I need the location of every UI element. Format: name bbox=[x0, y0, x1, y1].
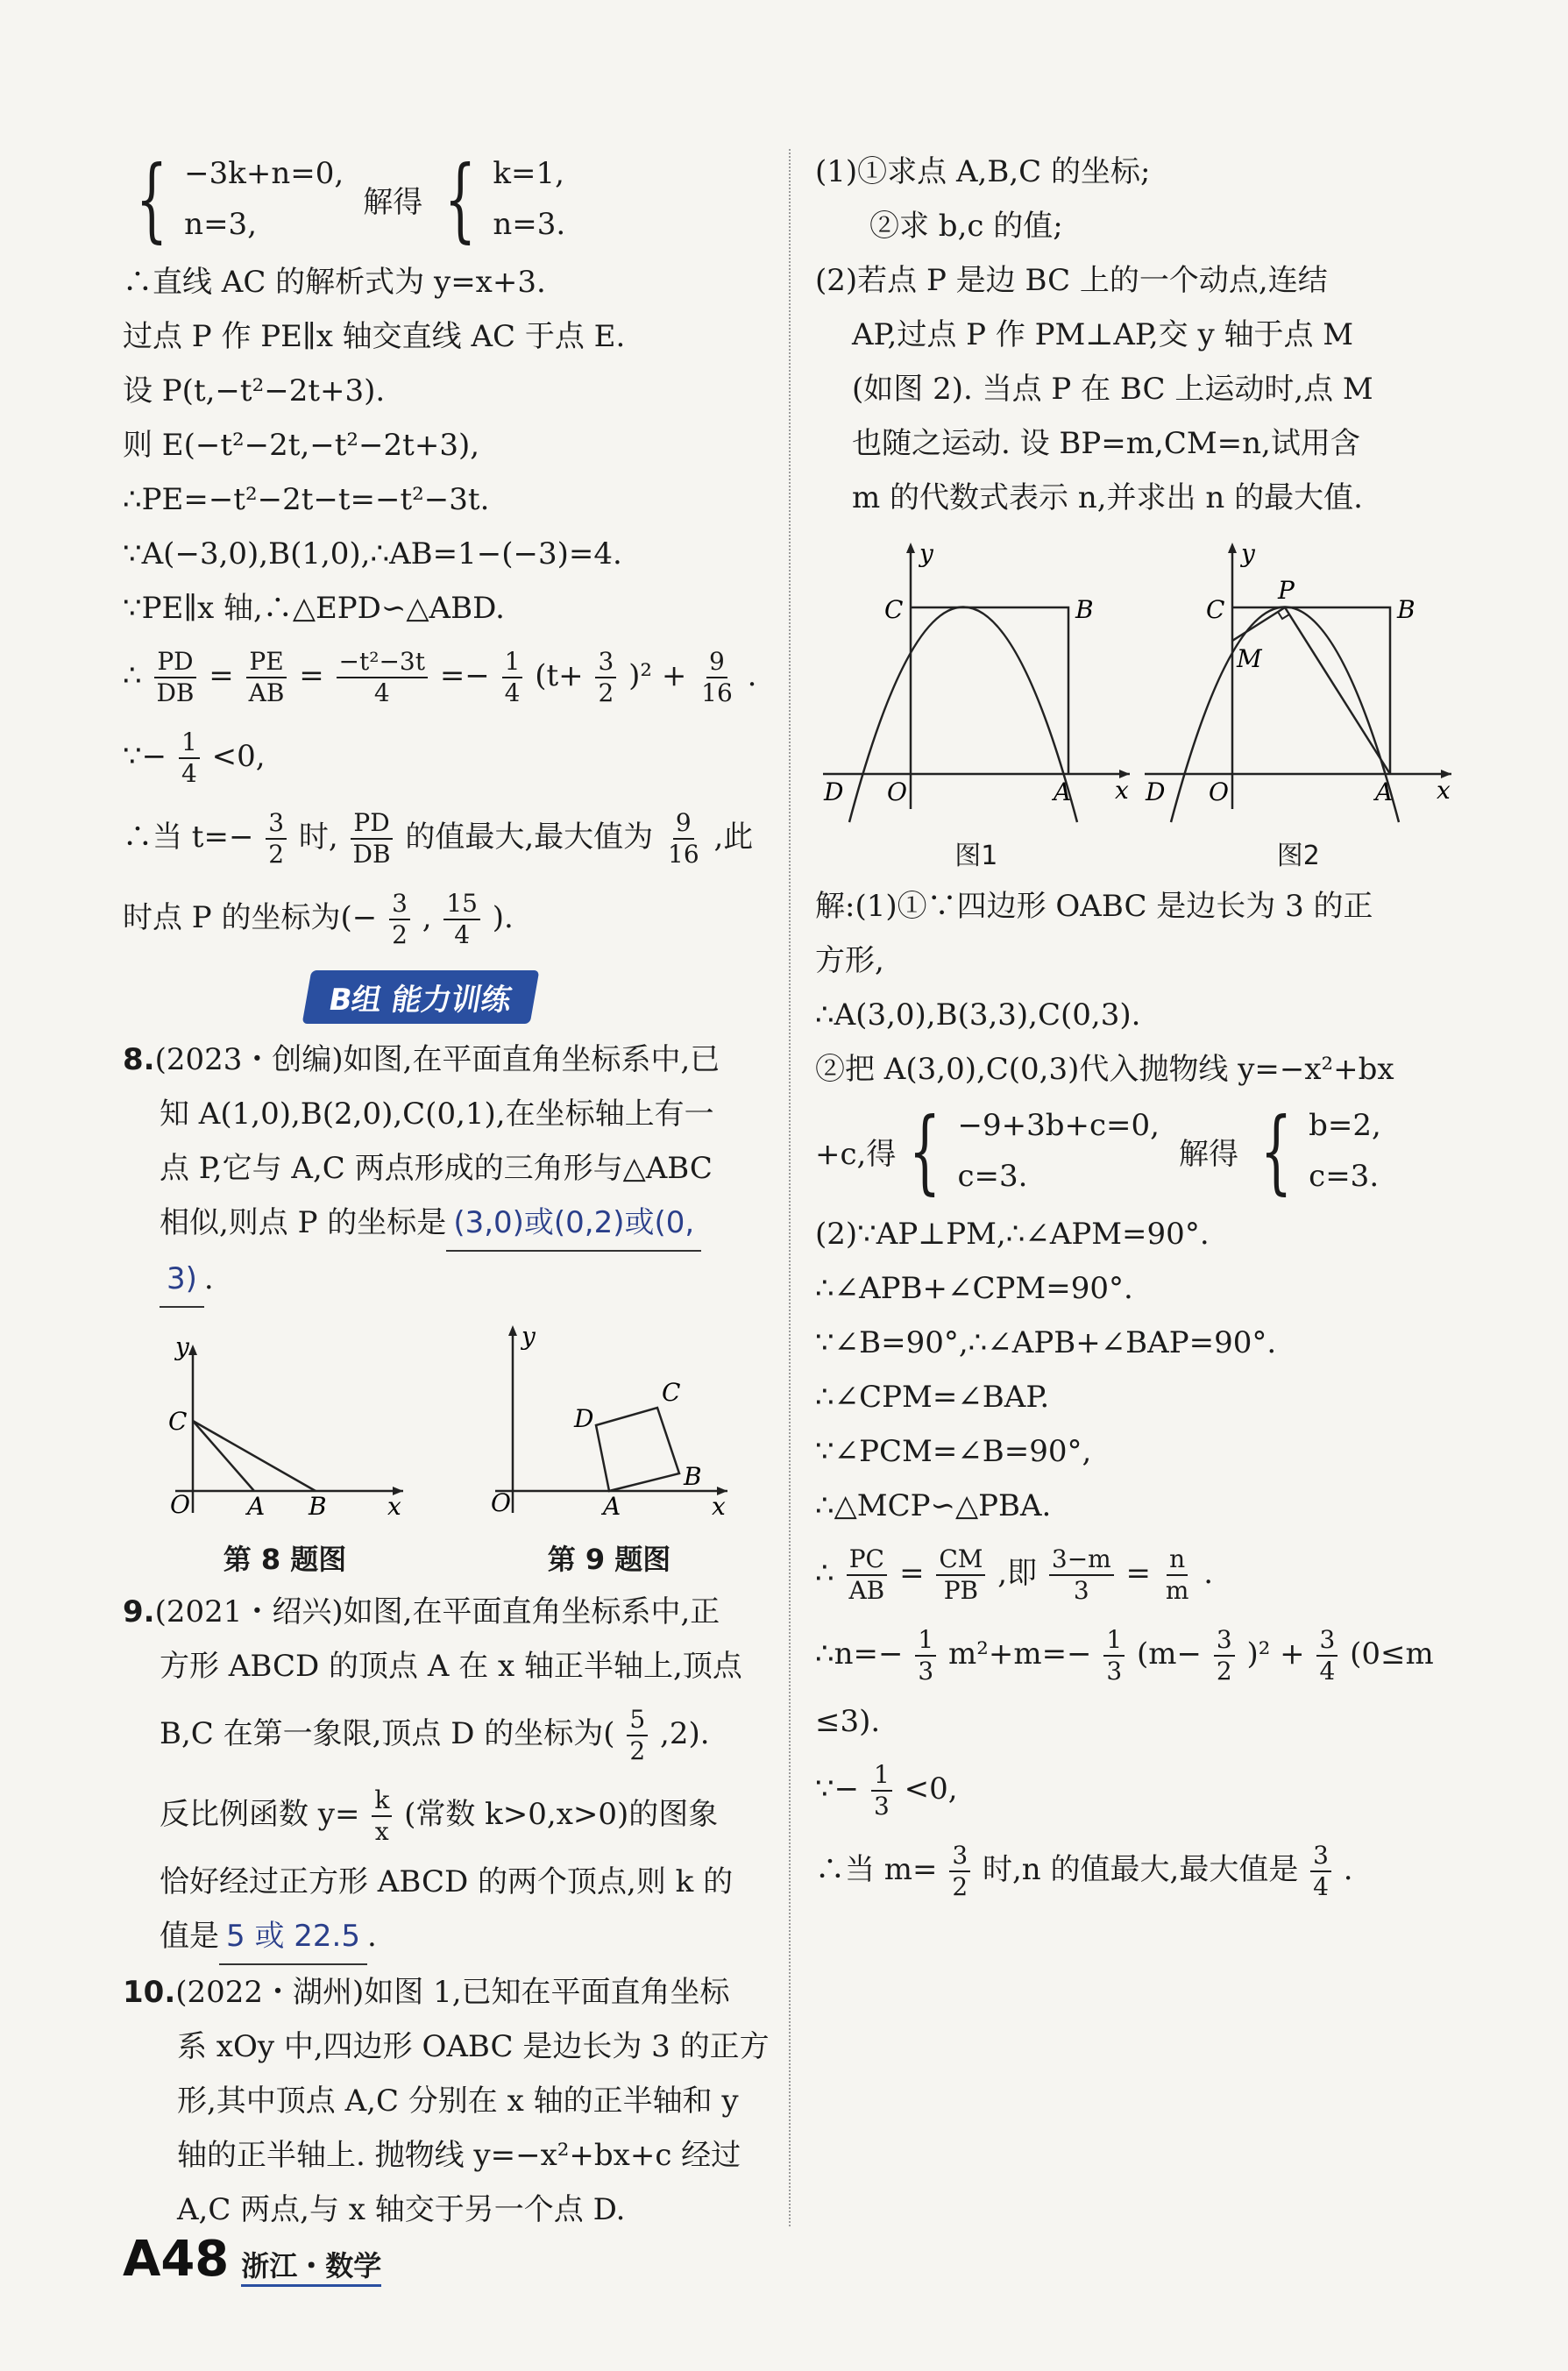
segment-ca bbox=[193, 1421, 254, 1491]
question-number: 8. bbox=[123, 1042, 155, 1077]
figures-1-2 bbox=[815, 537, 1459, 872]
txt: 时点 P 的坐标为(− bbox=[123, 900, 378, 935]
numerator: 3 bbox=[949, 1841, 970, 1872]
denominator: 3 bbox=[1106, 1657, 1123, 1686]
label-o: O bbox=[1209, 777, 1230, 806]
arrow bbox=[906, 543, 915, 553]
sys-row: −9+3b+c=0, bbox=[957, 1108, 1160, 1143]
denominator: PB bbox=[943, 1576, 979, 1605]
numerator: 3 bbox=[1214, 1625, 1235, 1657]
denominator: 16 bbox=[701, 678, 733, 707]
denominator: 3 bbox=[873, 1792, 890, 1821]
label-c: C bbox=[1206, 595, 1225, 624]
txt: <0, bbox=[211, 739, 266, 774]
label-x: x bbox=[712, 1492, 726, 1521]
solution-line: ∴△MCP∽△PBA. bbox=[815, 1488, 1052, 1523]
question-line bbox=[123, 1033, 771, 1087]
fraction bbox=[351, 808, 394, 870]
solution-line: (2)∵AP⊥PM,∴∠APM=90°. bbox=[815, 1217, 1210, 1252]
txt: )² + bbox=[1246, 1636, 1305, 1672]
txt: ∴ bbox=[123, 658, 142, 693]
label-y: y bbox=[1241, 539, 1256, 568]
fraction bbox=[179, 728, 200, 789]
sys-row: n=3. bbox=[493, 207, 566, 242]
solution-line: ∴∠APB+∠CPM=90°. bbox=[815, 1271, 1133, 1306]
brace: { bbox=[909, 1097, 941, 1204]
denominator: 4 bbox=[1319, 1657, 1336, 1686]
section-banner: B组 能力训练 bbox=[302, 970, 540, 1024]
fraction bbox=[1103, 1625, 1125, 1686]
question-line: A,C 两点,与 x 轴交于另一个点 D. bbox=[177, 2192, 626, 2227]
equation-system-2 bbox=[815, 1097, 1459, 1204]
denominator: 4 bbox=[181, 759, 197, 788]
denominator: x bbox=[374, 1817, 389, 1846]
figures-8-9 bbox=[123, 1320, 771, 1578]
label-o: O bbox=[491, 1488, 511, 1517]
equation-system-1 bbox=[123, 148, 771, 250]
formula-line bbox=[815, 1533, 1459, 1614]
numerator: 3 bbox=[1310, 1841, 1331, 1872]
figure-8 bbox=[158, 1338, 412, 1578]
txt: = bbox=[299, 658, 324, 693]
fraction bbox=[1214, 1625, 1235, 1686]
fraction bbox=[337, 647, 428, 708]
txt: = bbox=[209, 658, 234, 693]
txt: 时, bbox=[298, 820, 338, 855]
question-line: 恰好经过正方形 ABCD 的两个顶点,则 k 的 bbox=[160, 1864, 734, 1899]
text-line: ②求 b,c 的值; bbox=[869, 209, 1063, 244]
label-c: C bbox=[662, 1378, 681, 1407]
numerator: 9 bbox=[673, 808, 694, 840]
txt: . bbox=[747, 658, 757, 693]
fraction bbox=[627, 1705, 648, 1766]
txt: 值是 bbox=[160, 1919, 219, 1954]
label-x: x bbox=[1114, 776, 1129, 805]
question-line: 形,其中顶点 A,C 分别在 x 轴的正半轴和 y bbox=[177, 2083, 739, 2119]
numerator: 1 bbox=[1103, 1625, 1125, 1657]
numerator: 3 bbox=[389, 889, 410, 920]
left-column bbox=[123, 145, 771, 2237]
formula-line bbox=[815, 1829, 1459, 1910]
txt: (0≤m bbox=[1350, 1636, 1434, 1672]
label-d: D bbox=[574, 1404, 594, 1433]
sys-row: −3k+n=0, bbox=[184, 156, 344, 191]
question-line: 点 P,它与 A,C 两点形成的三角形与△ABC bbox=[160, 1151, 713, 1186]
txt: B,C 在第一象限,顶点 D 的坐标为( bbox=[160, 1716, 615, 1751]
txt: = bbox=[1125, 1556, 1152, 1591]
sys-row: b=2, bbox=[1309, 1108, 1381, 1143]
denominator: DB bbox=[352, 840, 391, 869]
text-line: m 的代数式表示 n,并求出 n 的最大值. bbox=[852, 480, 1363, 515]
text-line: 过点 P 作 PE∥x 轴交直线 AC 于点 E. bbox=[123, 319, 626, 354]
figure-2 bbox=[1140, 537, 1456, 872]
text-line: 设 P(t,−t²−2t+3). bbox=[123, 373, 386, 408]
arrow bbox=[188, 1345, 197, 1355]
text-line: ∵PE∥x 轴,∴△EPD∽△ABD. bbox=[123, 591, 505, 626]
numerator: 1 bbox=[871, 1760, 892, 1792]
fraction bbox=[443, 889, 480, 950]
question-line bbox=[123, 1585, 771, 1639]
figure-1 bbox=[819, 537, 1134, 872]
text-line: 则 E(−t²−2t,−t²−2t+3), bbox=[123, 428, 480, 463]
question-line bbox=[123, 1252, 771, 1308]
txt: ∴当 t=− bbox=[123, 820, 254, 855]
sys-mid: 解得 bbox=[363, 184, 423, 220]
formula-line bbox=[123, 716, 771, 797]
txt: 的值最大,最大值为 bbox=[405, 820, 654, 855]
txt: ,即 bbox=[997, 1556, 1038, 1591]
txt: ∵− bbox=[123, 739, 167, 774]
label-a: A bbox=[1375, 777, 1394, 806]
fraction bbox=[502, 647, 523, 708]
numerator: k bbox=[372, 1785, 392, 1817]
fraction bbox=[936, 1544, 985, 1606]
question-line bbox=[123, 1965, 771, 2020]
formula-line bbox=[815, 1749, 1459, 1829]
text-line: (如图 2). 当点 P 在 BC 上运动时,点 M bbox=[852, 372, 1373, 407]
text-line: (1)①求点 A,B,C 的坐标; bbox=[815, 154, 1151, 189]
txt: ,此 bbox=[713, 820, 754, 855]
denominator: AB bbox=[248, 678, 285, 707]
numerator: 1 bbox=[179, 728, 200, 759]
numerator: 1 bbox=[502, 647, 523, 678]
answer-blank: 5 或 22.5 bbox=[219, 1909, 367, 1965]
sys-mid: 解得 bbox=[1178, 1136, 1238, 1172]
segment-pa bbox=[1285, 607, 1390, 774]
denominator: 2 bbox=[598, 678, 614, 707]
text-line: (2)若点 P 是边 BC 上的一个动点,连结 bbox=[815, 263, 1328, 298]
txt: m²+m=− bbox=[947, 1636, 1092, 1672]
solution-line: 方形, bbox=[815, 943, 884, 978]
txt: = bbox=[899, 1556, 925, 1591]
formula-line bbox=[123, 877, 771, 958]
square-oabc bbox=[1232, 607, 1390, 774]
denominator: 2 bbox=[392, 920, 408, 949]
question-number: 9. bbox=[123, 1594, 155, 1629]
page-footer bbox=[123, 2231, 381, 2288]
numerator: PE bbox=[246, 647, 286, 678]
numerator: 3 bbox=[1316, 1625, 1337, 1657]
label-b: B bbox=[309, 1492, 327, 1521]
numerator: 15 bbox=[443, 889, 480, 920]
txt: (常数 k>0,x>0)的图象 bbox=[404, 1797, 719, 1832]
label-a: A bbox=[247, 1492, 266, 1521]
denominator: 2 bbox=[268, 840, 285, 869]
numerator: 9 bbox=[706, 647, 727, 678]
label-y: y bbox=[521, 1322, 536, 1351]
numerator: 3−m bbox=[1049, 1544, 1114, 1576]
page-number: A48 bbox=[123, 2231, 230, 2288]
label-b: B bbox=[684, 1462, 702, 1491]
label-o: O bbox=[170, 1490, 190, 1519]
fraction bbox=[665, 808, 702, 870]
txt: 相似,则点 P 的坐标是 bbox=[160, 1205, 447, 1240]
txt: +c,得 bbox=[815, 1136, 897, 1172]
solution-line: ∵∠PCM=∠B=90°, bbox=[815, 1434, 1092, 1469]
numerator: 1 bbox=[915, 1625, 936, 1657]
figure-caption: 图1 bbox=[954, 841, 998, 871]
txt: ∴ bbox=[815, 1556, 834, 1591]
txt: (2022・湖州)如图 1,已知在平面直角坐标 bbox=[175, 1975, 730, 2010]
fraction bbox=[1049, 1544, 1114, 1606]
numerator: n bbox=[1167, 1544, 1188, 1576]
arrow bbox=[508, 1325, 517, 1336]
question-line bbox=[123, 1774, 771, 1855]
txt: ∴当 m= bbox=[815, 1852, 938, 1887]
question-line bbox=[123, 1909, 771, 1965]
txt: . bbox=[366, 1919, 377, 1954]
parabola bbox=[1171, 607, 1399, 823]
question-line bbox=[123, 1693, 771, 1774]
label-x: x bbox=[1437, 776, 1451, 805]
question-line: 知 A(1,0),B(2,0),C(0,1),在坐标轴上有一 bbox=[160, 1097, 714, 1132]
fraction bbox=[846, 1544, 887, 1606]
text-line: AP,过点 P 作 PM⊥AP,交 y 轴于点 M bbox=[852, 317, 1354, 352]
denominator: 4 bbox=[454, 920, 471, 949]
txt: ). bbox=[492, 900, 514, 935]
denominator: AB bbox=[848, 1576, 885, 1605]
fraction bbox=[246, 647, 287, 708]
question-line: 系 xOy 中,四边形 OABC 是边长为 3 的正方 bbox=[177, 2029, 770, 2064]
formula-line bbox=[815, 1614, 1459, 1694]
label-p: P bbox=[1278, 576, 1295, 605]
formula-line bbox=[123, 635, 771, 716]
square-oabc bbox=[911, 607, 1068, 774]
figure-1-svg bbox=[819, 537, 1134, 827]
arrow bbox=[1228, 543, 1237, 553]
label-m: M bbox=[1237, 644, 1262, 673]
text-line: ∵A(−3,0),B(1,0),∴AB=1−(−3)=4. bbox=[123, 536, 622, 571]
txt: (m− bbox=[1137, 1636, 1202, 1672]
text-line: ∴直线 AC 的解析式为 y=x+3. bbox=[123, 265, 546, 300]
txt: (t+ bbox=[535, 658, 584, 693]
parabola bbox=[849, 607, 1077, 823]
fraction bbox=[595, 647, 616, 708]
txt: ∵− bbox=[815, 1771, 860, 1807]
sys-row: k=1, bbox=[493, 156, 564, 191]
column-divider bbox=[789, 149, 791, 2226]
segment-cb bbox=[193, 1421, 316, 1491]
fraction bbox=[1316, 1625, 1337, 1686]
txt: . bbox=[1203, 1556, 1214, 1591]
figure-caption: 图2 bbox=[1276, 841, 1320, 871]
brace: { bbox=[444, 146, 477, 252]
txt: (2023・创编)如图,在平面直角坐标系中,已 bbox=[154, 1042, 720, 1077]
fraction bbox=[699, 647, 735, 708]
fraction bbox=[266, 808, 287, 870]
solution-line: ∴∠CPM=∠BAP. bbox=[815, 1380, 1050, 1415]
sys-row: n=3, bbox=[184, 207, 257, 242]
label-x: x bbox=[387, 1492, 401, 1521]
label-a: A bbox=[603, 1492, 621, 1521]
figure-9 bbox=[482, 1320, 736, 1578]
fraction bbox=[1163, 1544, 1192, 1606]
numerator: −t²−3t bbox=[337, 647, 428, 678]
numerator: PD bbox=[154, 647, 195, 678]
denominator: 4 bbox=[504, 678, 521, 707]
figure-caption: 第 8 题图 bbox=[223, 1543, 347, 1576]
denominator: 2 bbox=[629, 1736, 646, 1765]
txt: , bbox=[422, 900, 432, 935]
solution-line: ≤3). bbox=[815, 1704, 881, 1739]
book-subtitle: 浙江・数学 bbox=[241, 2244, 381, 2287]
denominator: DB bbox=[156, 678, 195, 707]
sys-row: c=3. bbox=[957, 1159, 1028, 1194]
label-d: D bbox=[1146, 777, 1166, 806]
fraction bbox=[915, 1625, 936, 1686]
label-a: A bbox=[1053, 777, 1071, 806]
denominator: 4 bbox=[373, 678, 390, 707]
formula-line bbox=[123, 797, 771, 877]
numerator: PD bbox=[351, 808, 392, 840]
numerator: PC bbox=[847, 1544, 887, 1576]
label-y: y bbox=[919, 539, 933, 568]
txt: ∴n=− bbox=[815, 1636, 904, 1672]
figure-9-svg bbox=[482, 1320, 736, 1530]
label-d: D bbox=[823, 777, 844, 806]
square-abcd bbox=[596, 1408, 679, 1491]
segment-pm bbox=[1232, 607, 1285, 641]
txt: . bbox=[203, 1261, 214, 1296]
question-line: 轴的正半轴上. 抛物线 y=−x²+bx+c 经过 bbox=[177, 2138, 741, 2173]
solution-line: ∵∠B=90°,∴∠APB+∠BAP=90°. bbox=[815, 1325, 1277, 1360]
fraction bbox=[1310, 1841, 1331, 1902]
label-c: C bbox=[883, 595, 904, 624]
label-y: y bbox=[175, 1338, 189, 1361]
fraction bbox=[389, 889, 410, 950]
question-number: 10. bbox=[123, 1975, 176, 2010]
question-line bbox=[123, 1196, 771, 1252]
figure-caption: 第 9 题图 bbox=[547, 1543, 671, 1576]
text-line: ∴PE=−t²−2t−t=−t²−3t. bbox=[123, 482, 490, 517]
txt: <0, bbox=[904, 1771, 958, 1807]
label-c: C bbox=[168, 1407, 188, 1436]
solution-line: ∴A(3,0),B(3,3),C(0,3). bbox=[815, 997, 1141, 1033]
denominator: 2 bbox=[952, 1872, 968, 1901]
brace: { bbox=[135, 146, 168, 252]
numerator: 3 bbox=[266, 808, 287, 840]
fraction bbox=[372, 1785, 392, 1847]
label-b: B bbox=[1075, 595, 1094, 624]
sys-row: c=3. bbox=[1309, 1159, 1380, 1194]
label-o: O bbox=[886, 777, 907, 806]
txt: (2021・绍兴)如图,在平面直角坐标系中,正 bbox=[154, 1594, 720, 1629]
answer-blank: 3) bbox=[160, 1252, 204, 1308]
solution-line: 解:(1)①∵四边形 OABC 是边长为 3 的正 bbox=[815, 889, 1373, 924]
txt: 时,n 的值最大,最大值是 bbox=[983, 1852, 1299, 1887]
question-line: 方形 ABCD 的顶点 A 在 x 轴正半轴上,顶点 bbox=[160, 1649, 742, 1684]
denominator: m bbox=[1165, 1576, 1189, 1605]
txt: =− bbox=[439, 658, 490, 693]
denominator: 4 bbox=[1313, 1872, 1329, 1901]
denominator: 16 bbox=[668, 840, 699, 869]
figure-8-svg bbox=[158, 1338, 412, 1530]
figure-2-svg bbox=[1140, 537, 1456, 827]
solution-line: ②把 A(3,0),C(0,3)代入抛物线 y=−x²+bx bbox=[815, 1052, 1394, 1087]
txt: . bbox=[1343, 1852, 1353, 1887]
text-line: 也随之运动. 设 BP=m,CM=n,试用含 bbox=[852, 426, 1360, 461]
txt: ,2). bbox=[660, 1716, 710, 1751]
fraction bbox=[871, 1760, 892, 1821]
numerator: 3 bbox=[595, 647, 616, 678]
denominator: 3 bbox=[1073, 1576, 1089, 1605]
txt: 反比例函数 y= bbox=[160, 1797, 360, 1832]
brace: { bbox=[1259, 1097, 1293, 1204]
fraction bbox=[949, 1841, 970, 1902]
txt: )² + bbox=[628, 658, 687, 693]
fraction bbox=[153, 647, 196, 708]
denominator: 3 bbox=[918, 1657, 934, 1686]
numerator: CM bbox=[936, 1544, 985, 1576]
label-b: B bbox=[1397, 595, 1415, 624]
denominator: 2 bbox=[1216, 1657, 1232, 1686]
answer-blank: (3,0)或(0,2)或(0, bbox=[446, 1196, 701, 1252]
right-column bbox=[815, 145, 1459, 1910]
numerator: 5 bbox=[627, 1705, 648, 1736]
